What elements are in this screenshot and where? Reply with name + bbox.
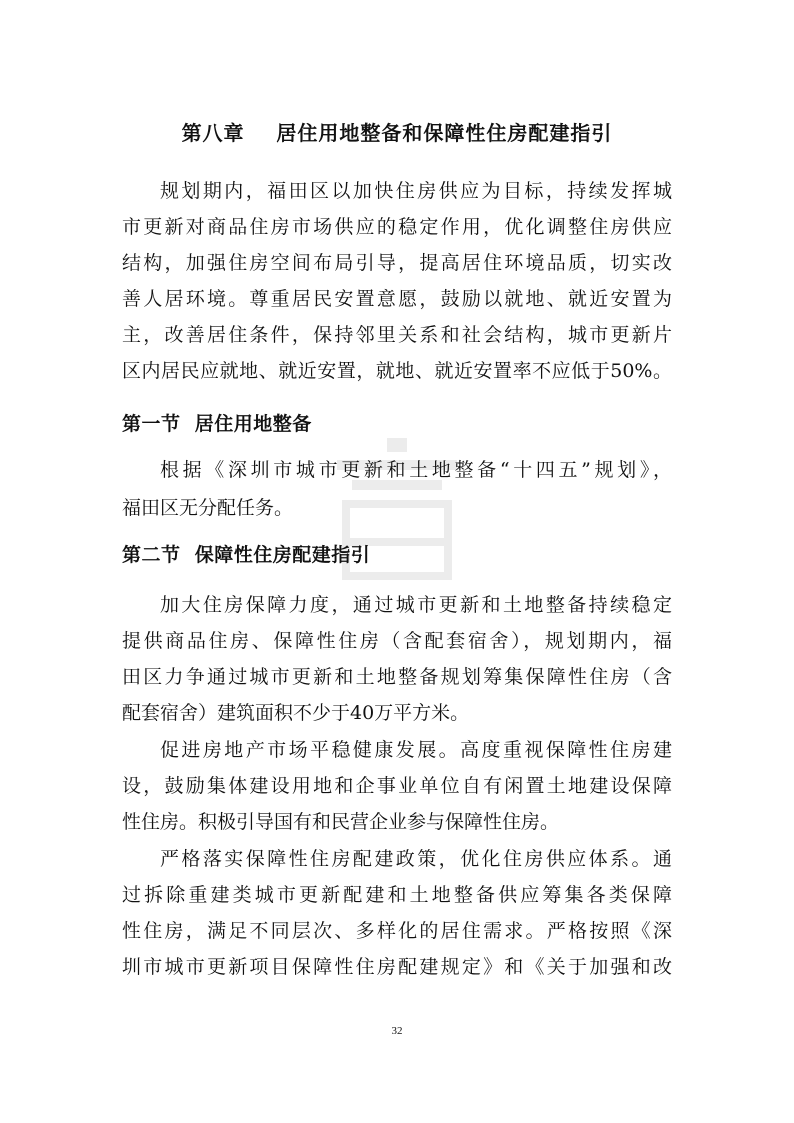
text-line: 结构，加强住房空间布局引导，提高居住环境品质，切实改 bbox=[122, 252, 672, 274]
text-line: 设，鼓励集体建设用地和企事业单位自有闲置土地建设保障 bbox=[122, 775, 672, 797]
text-line: 加大住房保障力度，通过城市更新和土地整备持续稳定 bbox=[160, 594, 672, 616]
text-line: 田区力争通过城市更新和土地整备规划筹集保障性住房（含 bbox=[122, 666, 672, 688]
section-heading-1: 第一节 居住用地整备 bbox=[122, 413, 312, 435]
text-line: 市更新对商品住房市场供应的稳定作用，优化调整住房供应 bbox=[122, 216, 672, 238]
section-heading-2: 第二节 保障性住房配建指引 bbox=[122, 544, 371, 566]
text-line: 善人居环境。尊重居民安置意愿，鼓励以就地、就近安置为 bbox=[122, 288, 672, 310]
page-number: 32 bbox=[391, 1025, 403, 1037]
text-line: 规划期内，福田区以加快住房供应为目标，持续发挥城 bbox=[160, 180, 672, 202]
text-line: 提供商品住房、保障性住房（含配套宿舍），规划期内，福 bbox=[122, 630, 672, 652]
text-line: 配套宿舍）建筑面积不少于40万平方米。 bbox=[122, 702, 470, 724]
text-line: 福田区无分配任务。 bbox=[122, 497, 294, 519]
chapter-title: 第八章 居住用地整备和保障性住房配建指引 bbox=[181, 121, 613, 145]
text-line: 性住房，满足不同层次、多样化的居住需求。严格按照《深 bbox=[122, 920, 672, 942]
text-line: 严格落实保障性住房配建政策，优化住房供应体系。通 bbox=[160, 848, 672, 870]
text-line: 过拆除重建类城市更新配建和土地整备供应筹集各类保障 bbox=[122, 884, 672, 906]
text-line: 促进房地产市场平稳健康发展。高度重视保障性住房建 bbox=[160, 739, 672, 761]
text-line: 主，改善居住条件，保持邻里关系和社会结构，城市更新片 bbox=[122, 324, 672, 346]
text-line: 区内居民应就地、就近安置，就地、就近安置率不应低于50%。 bbox=[122, 360, 672, 382]
text-line: 根据《深圳市城市更新和土地整备“十四五”规划》， bbox=[160, 459, 672, 481]
text-line: 性住房。积极引导国有和民营企业参与保障性住房。 bbox=[122, 811, 560, 833]
text-line: 圳市城市更新项目保障性住房配建规定》和《关于加强和改 bbox=[122, 956, 672, 978]
